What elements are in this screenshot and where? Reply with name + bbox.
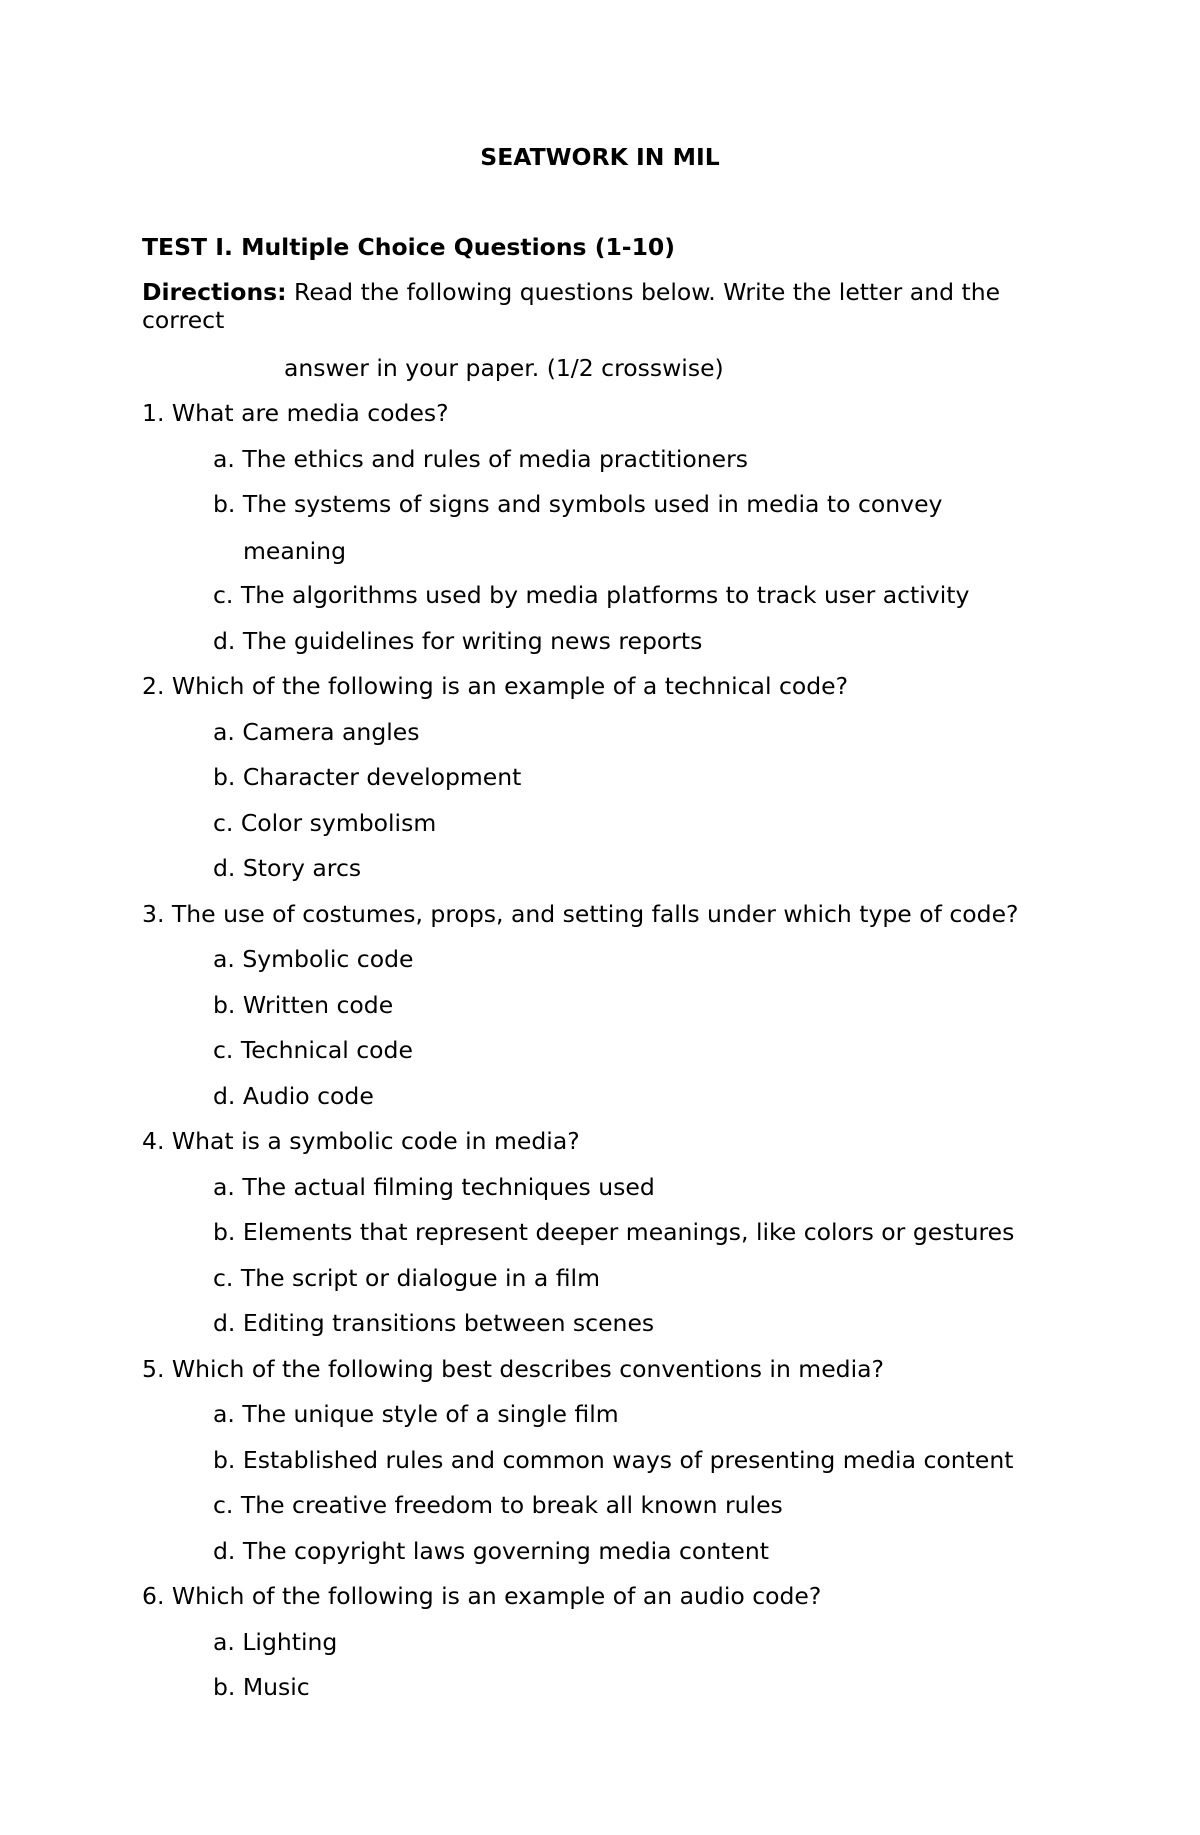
option-b: b. Elements that represent deeper meanings, like colors or gestures — [213, 1218, 1015, 1246]
directions — [142, 278, 1042, 334]
option-c: c. The script or dialogue in a film — [213, 1263, 600, 1292]
directions-label: Directions: — [142, 278, 287, 306]
option-a: a. Camera angles — [213, 717, 420, 746]
page-title: SEATWORK IN MIL — [480, 143, 720, 171]
option-d: d. Audio code — [213, 1081, 374, 1110]
question-5 — [142, 1355, 1092, 1583]
option-b: b. Music — [213, 1673, 310, 1701]
question-6 — [142, 1582, 1092, 1719]
option-text-continued: meaning — [243, 537, 346, 566]
option-a: a. The ethics and rules of media practitioners — [213, 444, 748, 473]
question-stem: 5. Which of the following best describes conventions in media? — [142, 1354, 884, 1383]
option-c: c. The creative freedom to break all known rules — [213, 1491, 783, 1519]
option-a: a. Lighting — [213, 1627, 338, 1656]
option-c: c. Color symbolism — [213, 808, 437, 837]
question-list — [142, 399, 1092, 1719]
option-b: b. Character development — [213, 763, 522, 791]
question-stem: 4. What is a symbolic code in media? — [142, 1127, 580, 1155]
option-d: d. The copyright laws governing media content — [213, 1536, 769, 1565]
question-stem: 3. The use of costumes, props, and setting falls under which type of code? — [142, 899, 1019, 928]
option-d: d. The guidelines for writing news reports — [213, 626, 703, 655]
question-1 — [142, 399, 1092, 672]
option-b: b. Written code — [213, 990, 394, 1019]
question-3 — [142, 900, 1092, 1128]
option-c: c. The algorithms used by media platforms to track user activity — [213, 581, 970, 609]
test-heading: TEST I. Multiple Choice Questions (1-10) — [142, 233, 676, 261]
option-a: a. The actual filming techniques used — [213, 1172, 655, 1201]
directions-continued: answer in your paper. (1/2 crosswise) — [284, 354, 724, 382]
option-d: d. Story arcs — [213, 854, 362, 882]
question-stem: 1. What are media codes? — [142, 399, 449, 427]
option-c: c. Technical code — [213, 1036, 413, 1064]
question-stem: 2. Which of the following is an example of a technical code? — [142, 672, 849, 700]
option-d: d. Editing transitions between scenes — [213, 1309, 655, 1337]
question-stem: 6. Which of the following is an example of an audio code? — [142, 1582, 822, 1610]
directions-text: Read the following questions below. Write the letter and the correct — [142, 278, 1001, 335]
option-a: a. The unique style of a single film — [213, 1400, 619, 1428]
option-text: b. The systems of signs and symbols used in media to convey — [213, 490, 943, 518]
question-4 — [142, 1127, 1092, 1355]
option-b: b. Established rules and common ways of presenting media content — [213, 1445, 1014, 1474]
option-b — [142, 490, 993, 581]
option-a: a. Symbolic code — [213, 945, 414, 973]
question-2 — [142, 672, 1092, 900]
